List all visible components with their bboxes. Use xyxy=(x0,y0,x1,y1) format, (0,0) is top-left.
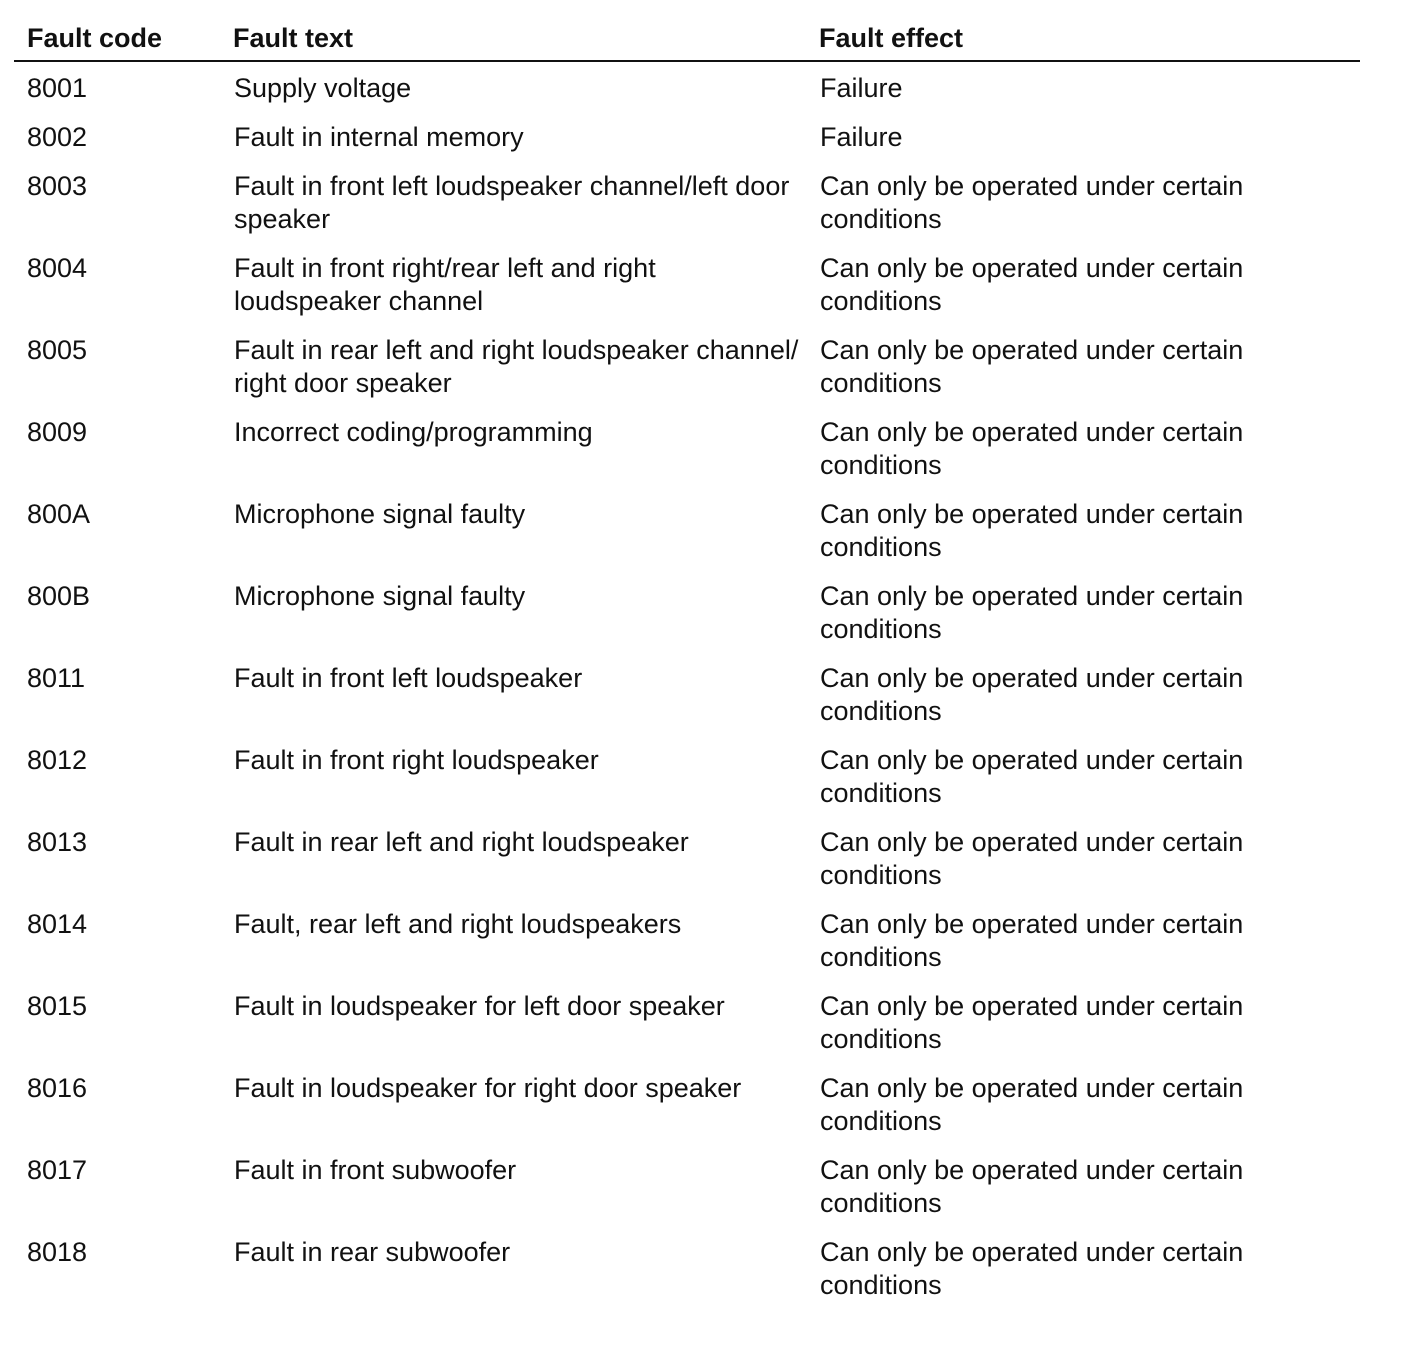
table-row xyxy=(14,1154,1360,1236)
fault-code-cell: 8012 xyxy=(27,745,88,775)
table-header xyxy=(14,18,1360,62)
fault-code-cell: 8004 xyxy=(27,253,88,283)
fault-code-cell: 8014 xyxy=(27,909,88,939)
fault-code-cell: 8003 xyxy=(27,171,88,201)
fault-code-cell: 8013 xyxy=(27,827,88,857)
fault-effect-cell: Failure xyxy=(820,73,903,103)
table-row xyxy=(14,826,1360,908)
fault-effect-cell: Can only be operated under certain conditions xyxy=(820,827,1244,890)
fault-code-cell: 8015 xyxy=(27,991,88,1021)
header-fault-code: Fault code xyxy=(27,23,163,53)
table-row xyxy=(14,416,1360,498)
fault-effect-cell: Can only be operated under certain conditions xyxy=(820,253,1244,316)
fault-text-cell: Fault in front subwoofer xyxy=(234,1155,517,1185)
header-fault-effect: Fault effect xyxy=(819,23,964,53)
table-row xyxy=(14,72,1360,121)
table-row xyxy=(14,990,1360,1072)
fault-code-cell: 8016 xyxy=(27,1073,88,1103)
fault-code-cell: 800B xyxy=(27,581,91,611)
fault-code-cell: 8009 xyxy=(27,417,88,447)
table-row xyxy=(14,662,1360,744)
fault-effect-cell: Can only be operated under certain conditions xyxy=(820,991,1244,1054)
fault-text-cell: Fault in front right/rear left and right loudspeaker channel xyxy=(234,253,656,316)
fault-text-cell: Fault in internal memory xyxy=(234,122,524,152)
table-row xyxy=(14,1236,1360,1318)
table-row xyxy=(14,170,1360,252)
fault-text-cell: Fault, rear left and right loudspeakers xyxy=(234,909,682,939)
fault-text-cell: Supply voltage xyxy=(234,73,412,103)
fault-effect-cell: Can only be operated under certain conditions xyxy=(820,581,1244,644)
fault-effect-cell: Can only be operated under certain conditions xyxy=(820,499,1244,562)
fault-effect-cell: Can only be operated under certain conditions xyxy=(820,909,1244,972)
fault-text-cell: Fault in front left loudspeaker xyxy=(234,663,583,693)
table-row xyxy=(14,498,1360,580)
table-row xyxy=(14,334,1360,416)
fault-text-cell: Fault in rear subwoofer xyxy=(234,1237,511,1267)
fault-text-cell: Fault in front left loudspeaker channel/left door speaker xyxy=(234,171,790,234)
fault-code-cell: 8018 xyxy=(27,1237,88,1267)
table-row xyxy=(14,580,1360,662)
table-row xyxy=(14,121,1360,170)
fault-effect-cell: Can only be operated under certain conditions xyxy=(820,335,1244,398)
table-row xyxy=(14,744,1360,826)
fault-code-table xyxy=(14,18,1360,1318)
fault-effect-cell: Can only be operated under certain conditions xyxy=(820,745,1244,808)
fault-text-cell: Fault in rear left and right loudspeaker xyxy=(234,827,689,857)
fault-effect-cell: Can only be operated under certain conditions xyxy=(820,417,1244,480)
fault-effect-cell: Can only be operated under certain conditions xyxy=(820,171,1244,234)
table-row xyxy=(14,1072,1360,1154)
fault-text-cell: Incorrect coding/programming xyxy=(234,417,593,447)
fault-code-cell: 8002 xyxy=(27,122,88,152)
fault-code-cell: 8017 xyxy=(27,1155,88,1185)
table-body xyxy=(14,72,1360,1318)
header-fault-text: Fault text xyxy=(233,23,354,53)
fault-effect-cell: Failure xyxy=(820,122,903,152)
fault-effect-cell: Can only be operated under certain conditions xyxy=(820,663,1244,726)
table-row xyxy=(14,252,1360,334)
fault-effect-cell: Can only be operated under certain conditions xyxy=(820,1073,1244,1136)
fault-code-cell: 8005 xyxy=(27,335,88,365)
fault-text-cell: Fault in loudspeaker for left door speaker xyxy=(234,991,725,1021)
fault-text-cell: Fault in rear left and right loudspeaker channel/ right door speaker xyxy=(234,335,799,398)
fault-code-cell: 8001 xyxy=(27,73,88,103)
fault-effect-cell: Can only be operated under certain conditions xyxy=(820,1155,1244,1218)
fault-text-cell: Fault in loudspeaker for right door speaker xyxy=(234,1073,742,1103)
fault-text-cell: Fault in front right loudspeaker xyxy=(234,745,599,775)
fault-text-cell: Microphone signal faulty xyxy=(234,581,526,611)
fault-code-cell: 8011 xyxy=(27,663,86,693)
fault-effect-cell: Can only be operated under certain conditions xyxy=(820,1237,1244,1300)
fault-code-cell: 800A xyxy=(27,499,91,529)
table-row xyxy=(14,908,1360,990)
fault-text-cell: Microphone signal faulty xyxy=(234,499,526,529)
